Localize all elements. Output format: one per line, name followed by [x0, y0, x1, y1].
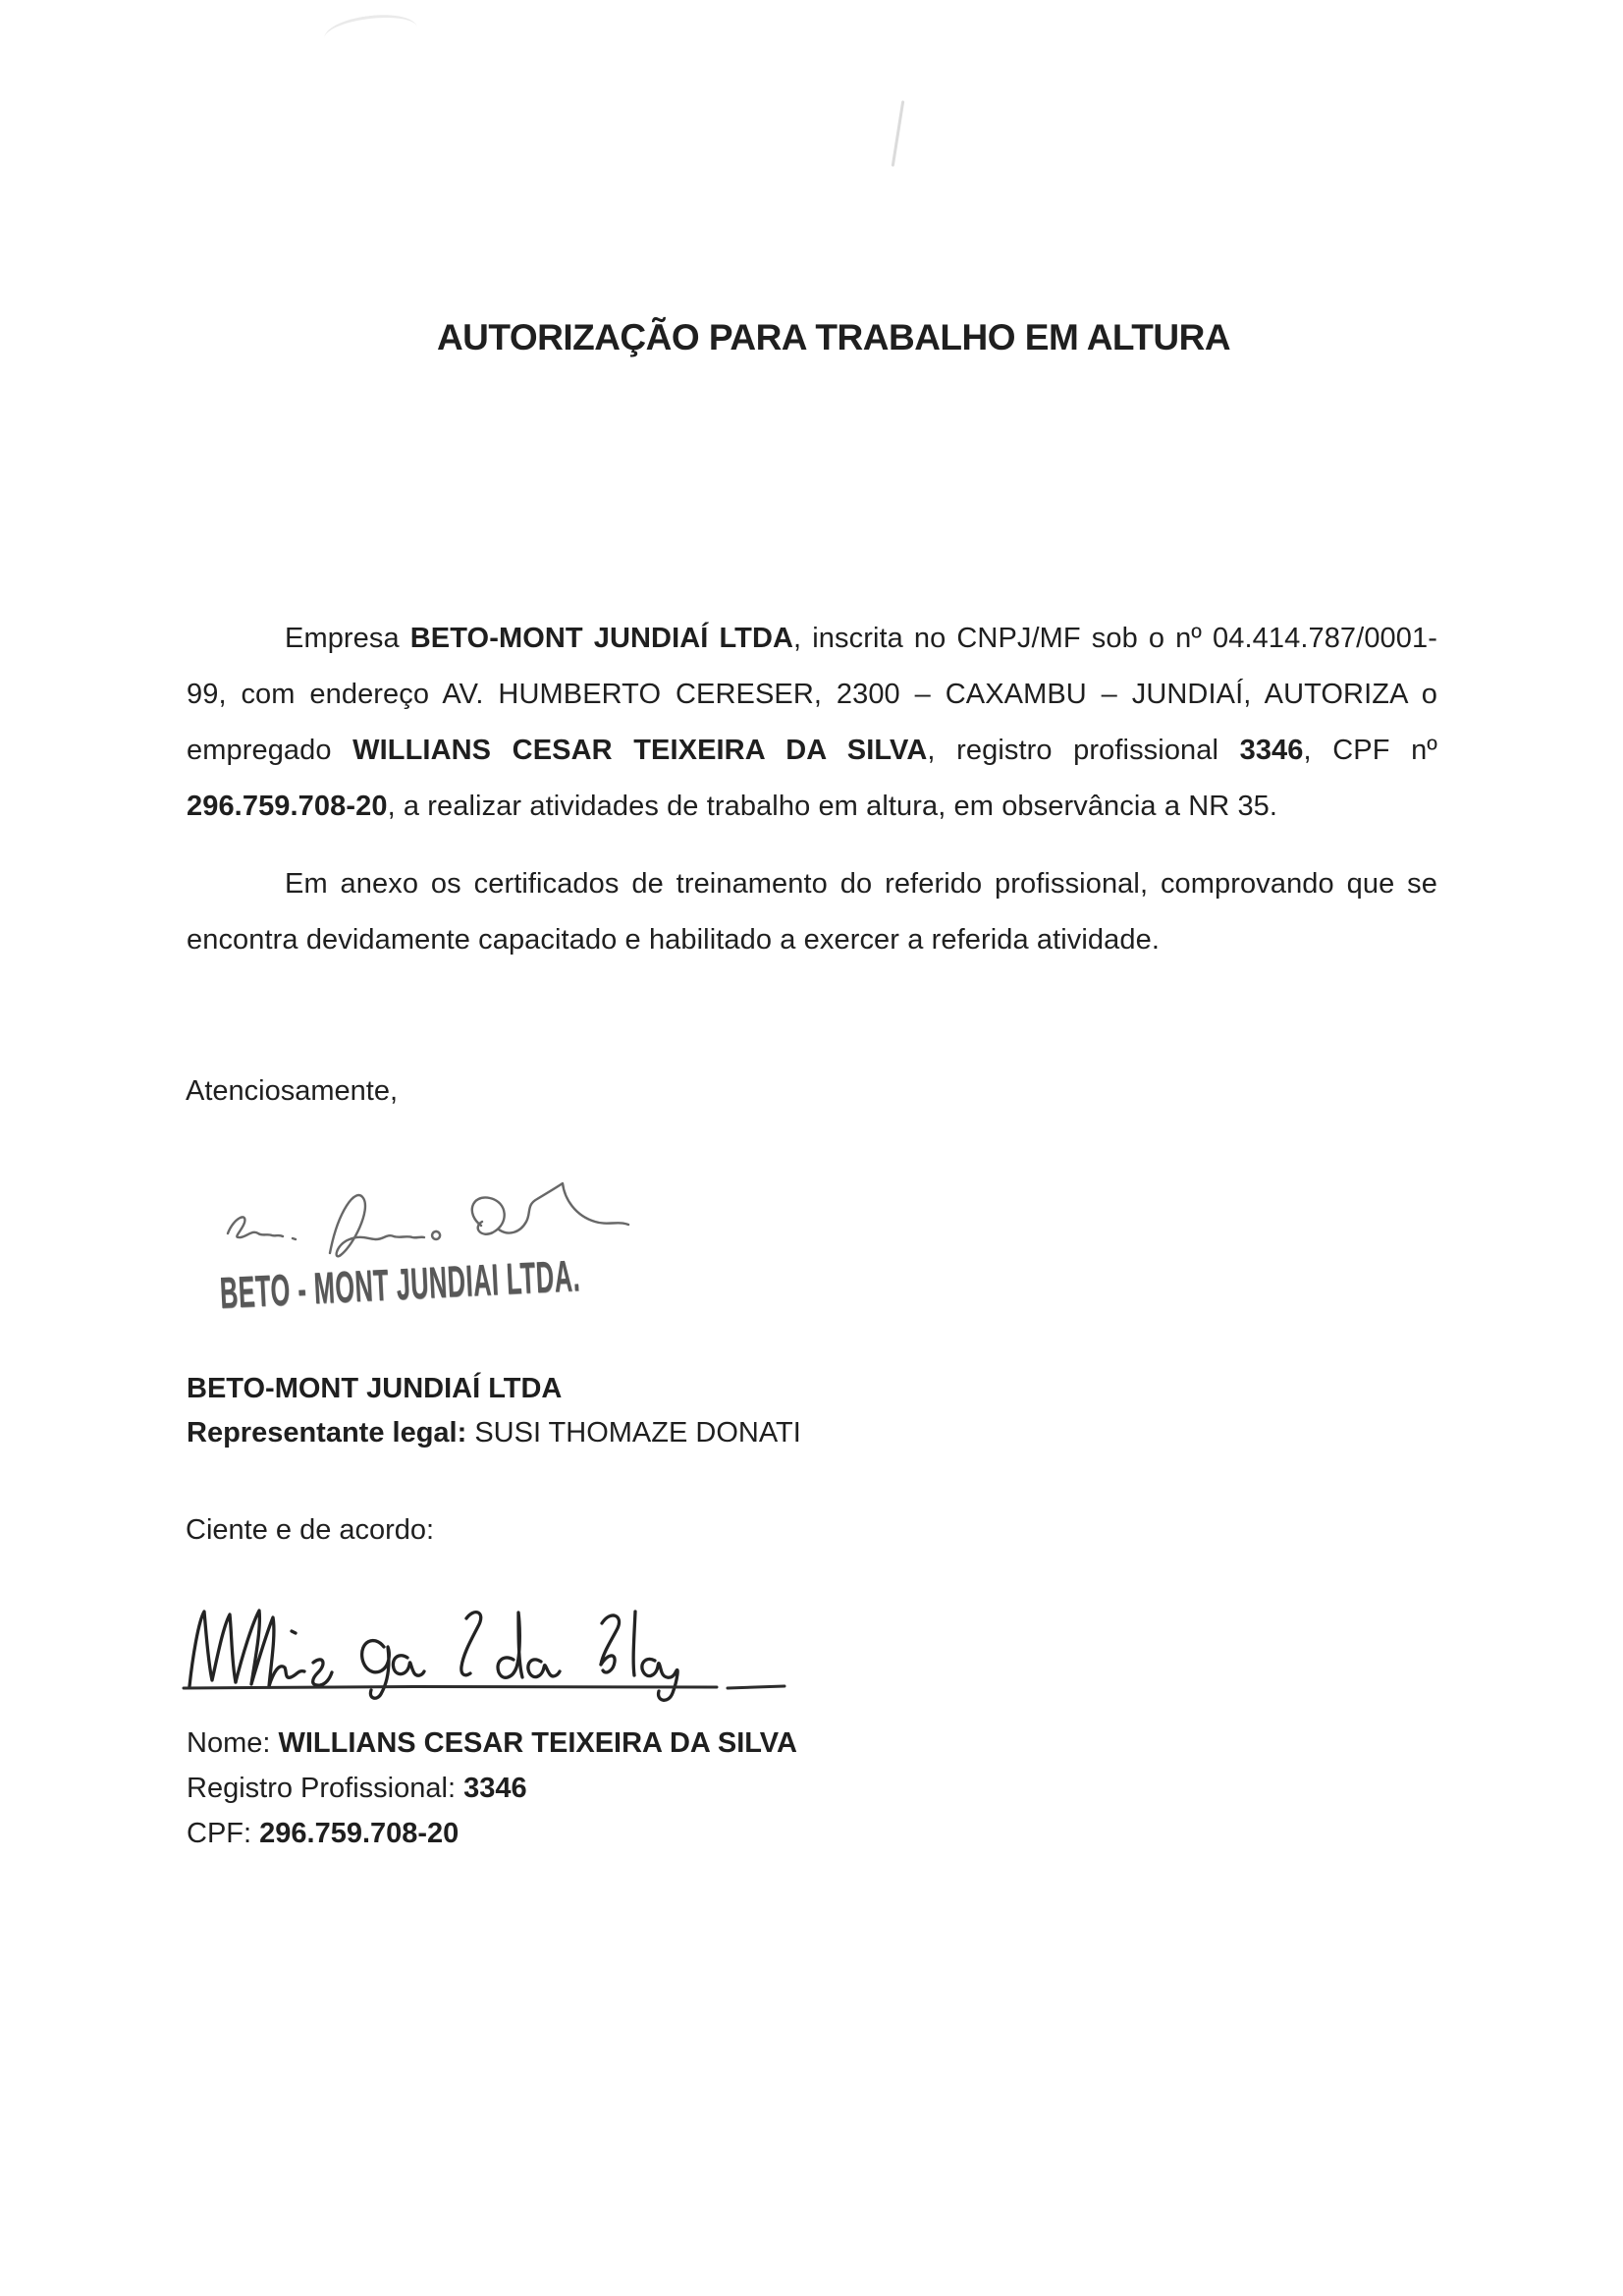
registry-label: Registro Profissional: — [187, 1773, 464, 1804]
company-stamp-text: BETO - MONT JUNDIAI LTDA. — [218, 1250, 582, 1318]
registry-value: 3346 — [463, 1773, 527, 1804]
acknowledgement-label: Ciente e de acordo: — [186, 1514, 435, 1546]
text-run: , a realizar atividades de trabalho em altura, em observância a NR 35. — [387, 791, 1278, 822]
text-run: , CPF nº — [1303, 735, 1437, 766]
scan-slash-artifact — [892, 100, 904, 167]
text-run: Empresa — [285, 623, 410, 654]
paragraph-authorization — [187, 611, 1437, 835]
signature-underline — [184, 1686, 717, 1688]
representative-value: SUSI THOMAZE DONATI — [466, 1417, 801, 1449]
company-name-line: BETO-MONT JUNDIAÍ LTDA — [187, 1373, 563, 1404]
scan-smudge-artifact — [322, 10, 419, 55]
cpf-label: CPF: — [187, 1818, 260, 1849]
text-run: , inscrita no CNPJ/MF sob o nº 04.414.787/0001-99, com endereço AV. HUMBERTO CERESER, 2300 – CAXAMBU – JUNDIAÍ, AUTORIZA o empregado — [187, 623, 1437, 766]
company-name-text: BETO-MONT JUNDIAÍ LTDA — [409, 623, 794, 654]
name-value: WILLIANS CESAR TEIXEIRA DA SILVA — [278, 1727, 797, 1759]
signature-underline-end — [728, 1686, 784, 1688]
text-run: , registro profissional — [927, 735, 1240, 766]
representative-label: Representante legal: — [187, 1417, 467, 1449]
employee-block — [187, 1721, 797, 1856]
registry-number-text: 3346 — [1239, 735, 1304, 766]
employee-name-line — [187, 1721, 797, 1766]
company-block-name — [187, 1367, 801, 1411]
company-block-representative — [187, 1411, 801, 1455]
closing-salutation: Atenciosamente, — [186, 1075, 399, 1107]
document-title: AUTORIZAÇÃO PARA TRABALHO EM ALTURA — [436, 317, 1231, 357]
company-block — [187, 1367, 801, 1455]
name-label: Nome: — [187, 1727, 279, 1759]
employee-name-text: WILLIANS CESAR TEIXEIRA DA SILVA — [352, 735, 928, 766]
cpf-value: 296.759.708-20 — [259, 1818, 460, 1849]
employee-signature — [182, 1602, 800, 1708]
employee-registry-line — [187, 1766, 797, 1811]
cpf-number-text: 296.759.708-20 — [187, 791, 388, 822]
paragraph-attachments: Em anexo os certificados de treinamento do referido profissional, comprovando que se encontra devidamente capacitado e habilitado a exercer a referida atividade. — [187, 868, 1437, 956]
employee-cpf-line — [187, 1811, 797, 1856]
